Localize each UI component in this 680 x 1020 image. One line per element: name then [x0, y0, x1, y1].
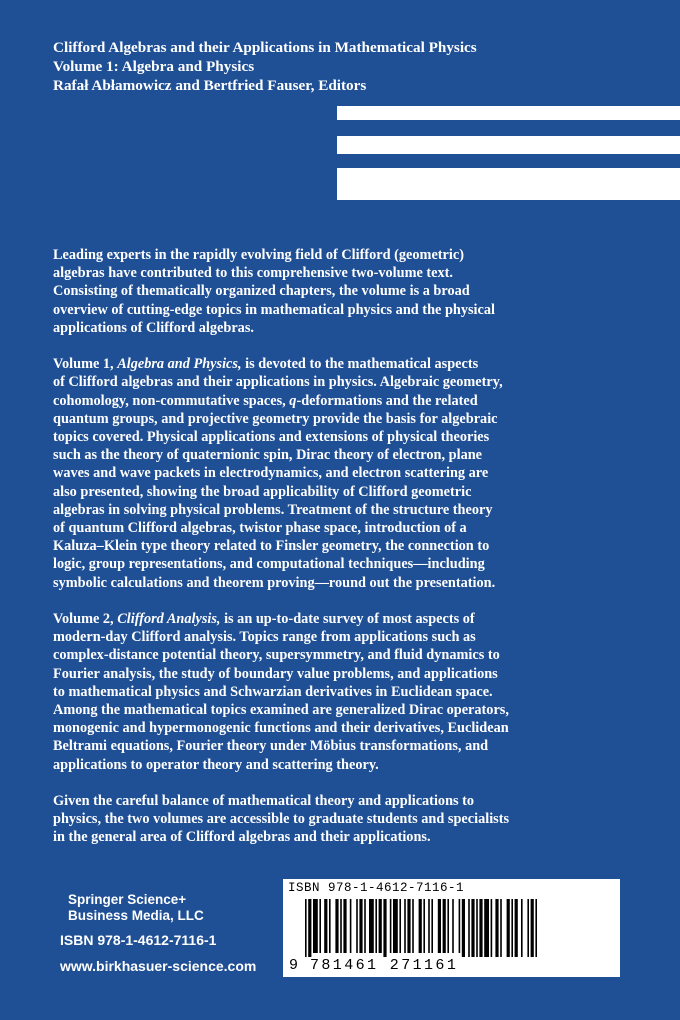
p2-prefix: Volume 1,	[53, 356, 118, 373]
barcode-bar	[491, 899, 493, 957]
paragraph-conclusion: Given the careful balance of mathematical theory and applications to physics, the two volumes are accessible to graduate students and specialists in the general area of Clifford algebras and their applications.	[53, 793, 510, 846]
barcode-bar	[495, 899, 498, 957]
barcode-bar	[379, 899, 382, 953]
barcode-bar	[393, 899, 398, 953]
barcode-bar	[359, 899, 362, 953]
barcode-bar	[305, 899, 307, 957]
paragraph-volume-1	[53, 355, 633, 592]
barcode-bar	[343, 899, 346, 953]
volume-1-title: Algebra and Physics,	[117, 356, 242, 373]
barcode-bar	[459, 899, 461, 953]
volume-subtitle: Volume 1: Algebra and Physics	[53, 58, 255, 75]
paragraph-volume-2	[53, 610, 633, 774]
barcode-panel	[283, 879, 620, 977]
barcode-bar	[468, 899, 470, 957]
barcode-bar	[527, 899, 529, 957]
barcode-icon	[305, 899, 537, 957]
barcode-bar	[431, 899, 433, 953]
barcode-bar	[350, 899, 352, 953]
decorative-stripe-3	[337, 168, 680, 200]
barcode-bar	[511, 899, 513, 957]
barcode-bar	[324, 899, 327, 953]
barcode-bar	[404, 899, 406, 953]
description	[53, 246, 633, 865]
barcode-bar	[383, 899, 386, 957]
barcode-bar	[471, 899, 474, 957]
isbn-label: ISBN 978-1-4612-7116-1	[60, 932, 217, 948]
barcode-bar	[500, 899, 502, 957]
editors-line: Rafał Abłamowicz and Bertfried Fauser, Editors	[53, 77, 367, 94]
barcode-bar	[476, 899, 478, 957]
barcode-bar	[443, 899, 446, 953]
barcode-bar	[356, 899, 358, 953]
p3-prefix: Volume 2,	[53, 611, 118, 628]
barcode-bar	[419, 899, 422, 953]
barcode-bar	[364, 899, 366, 953]
barcode-bar	[507, 899, 510, 957]
book-title: Clifford Algebras and their Applications in Mathematical Physics	[53, 39, 477, 56]
barcode-bar	[521, 899, 523, 957]
barcode-bar	[313, 899, 318, 953]
book-header	[53, 38, 477, 95]
barcode-bar	[535, 899, 537, 957]
barcode-first-digit: 9	[289, 957, 299, 974]
publisher-line-2: Business Media, LLC	[68, 908, 204, 923]
barcode-bar	[452, 899, 454, 953]
barcode-bar	[531, 899, 534, 957]
barcode-bar	[515, 899, 518, 957]
barcode-bar	[340, 899, 342, 953]
barcode-isbn-text: ISBN 978-1-4612-7116-1	[288, 881, 465, 895]
barcode-bar	[390, 899, 392, 953]
barcode-bar	[335, 899, 338, 953]
barcode-digits: 781461 271161	[310, 957, 459, 974]
barcode-bar	[428, 899, 430, 953]
barcode-bar	[407, 899, 410, 953]
website-url: www.birkhasuer-science.com	[60, 958, 257, 974]
p2-text-1: is devoted to the mathematical aspects of Clifford algebras and their applications in physics. Algebraic geometry, cohomology, non-commutative spaces,	[53, 356, 503, 409]
barcode-bar	[447, 899, 449, 953]
publisher-line-1: Springer Science+	[68, 892, 187, 907]
barcode-bar	[319, 899, 321, 953]
barcode-bar	[462, 899, 465, 957]
barcode-bar	[399, 899, 401, 953]
barcode-bar	[484, 899, 489, 957]
p3-text: is an up-to-date survey of most aspects of modern-day Clifford analysis. Topics range from applications such as complex-distance potential theory, supersymmetry, and fluid dynamics to Fourier analysis, the study of boundary value problems, and applications to mathematical physics and Schwarzian derivatives in Euclidean space. Among the mathematical topics examined are generalized Dirac operators, monogenic and hypermonogenic functions and their derivatives, Euclidean Beltrami equations, Fourier theory under Möbius transformations, and applications to operator theory and scattering theory.	[53, 611, 509, 773]
barcode-bar	[412, 899, 414, 953]
barcode-bar	[375, 899, 377, 953]
p2-text-2: -deformations and the related quantum groups, and projective geometry provide the basis for algebraic topics covered. Physical applications and extensions of physical theories such as the theory of quaternionic spin, Dirac theory of electron, plane waves and wave packets in electrodynamics, and electron scattering are also presented, showing the broad applicability of Clifford geometric algebras in solving physical problems. Treatment of the structure theory of quantum Clifford algebras, twistor phase space, introduction of a Kaluza–Klein type theory related to Finsler geometry, the connection to logic, group representations, and computational techniques—including symbolic calculations and theorem proving—round out the presentation.	[53, 392, 498, 591]
publisher-name	[68, 892, 204, 924]
volume-2-title: Clifford Analysis,	[117, 611, 221, 628]
barcode-bar	[369, 899, 374, 953]
decorative-stripe-2	[337, 136, 680, 154]
barcode-bar	[423, 899, 425, 953]
barcode-bar	[329, 899, 331, 953]
barcode-bar	[438, 899, 441, 953]
barcode-bar	[308, 899, 311, 957]
decorative-stripe-1	[337, 106, 680, 120]
barcode-bar	[479, 899, 482, 957]
q-symbol: q	[289, 392, 297, 409]
paragraph-intro: Leading experts in the rapidly evolving field of Clifford (geometric) algebras have contributed to this comprehensive two-volume text. Consisting of thematically organized chapters, the volume is a broad overview of cutting-edge topics in mathematical physics and the physical applications of Clifford algebras.	[53, 247, 495, 336]
